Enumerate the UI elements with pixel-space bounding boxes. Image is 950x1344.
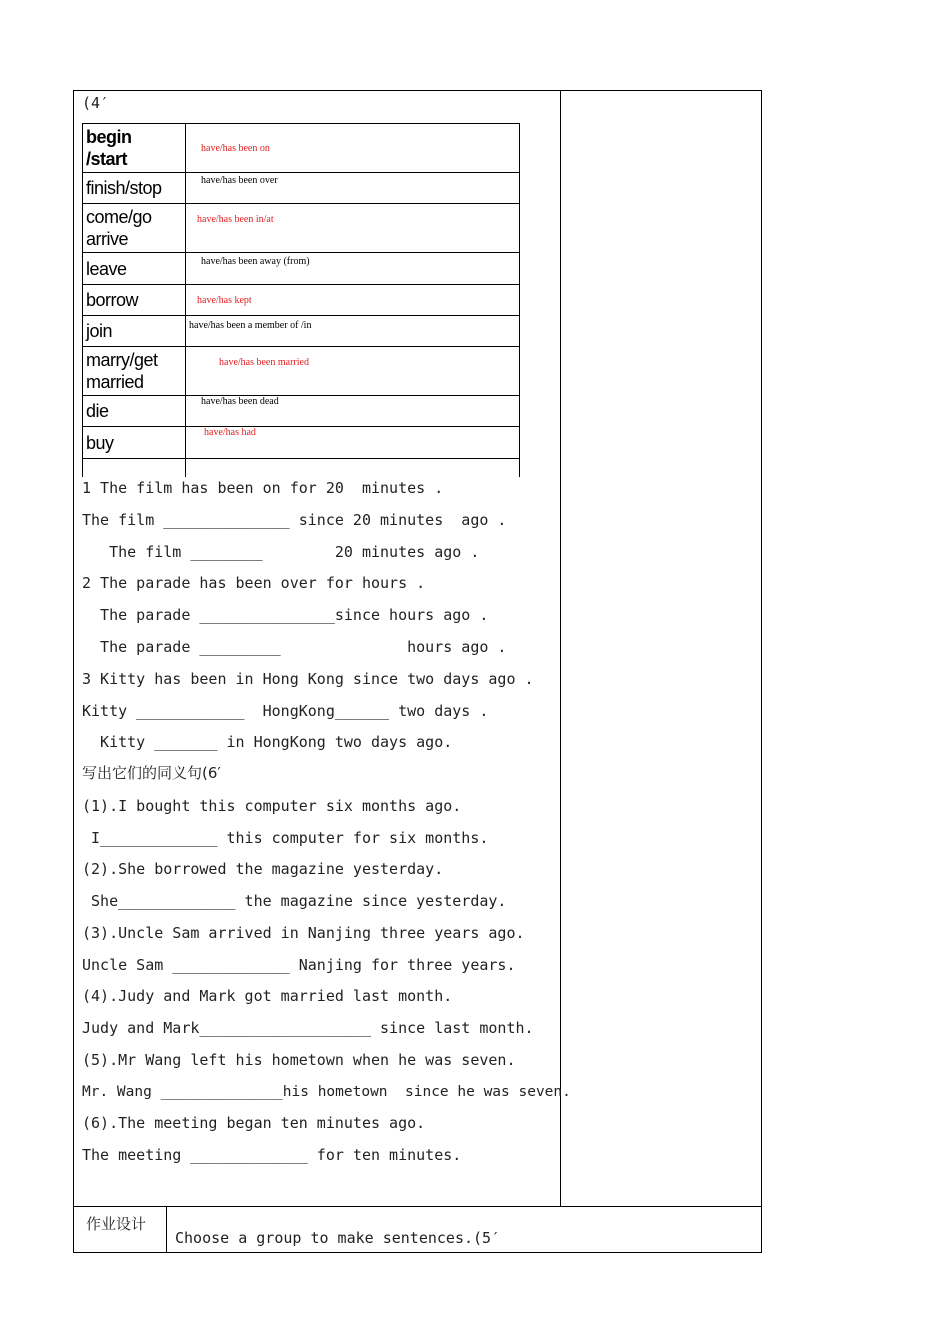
exercise-line: Mr. Wang ______________his hometown since he was seven. — [82, 1084, 571, 1100]
verb-cell: die — [83, 396, 186, 427]
section-heading: 写出它们的同义句(6′ — [82, 764, 221, 782]
phrase-cell: have/has been married — [186, 347, 520, 396]
section-marker: (4′ — [82, 94, 110, 112]
table-row — [83, 347, 520, 396]
exercise-line: 3 Kitty has been in Hong Kong since two days ago . — [82, 670, 534, 688]
exercise-line: Kitty _______ in HongKong two days ago. — [82, 733, 453, 751]
phrase-cell: have/has been over — [186, 173, 520, 204]
phrase-cell: have/has been in/at — [186, 204, 520, 253]
homework-label-divider — [166, 1206, 167, 1253]
verb-cell: join — [83, 316, 186, 347]
verb-cell: leave — [83, 253, 186, 285]
exercise-line: (2).She borrowed the magazine yesterday. — [82, 860, 444, 878]
exercise-line: I_____________ this computer for six months. — [82, 829, 489, 847]
table-row — [83, 396, 520, 427]
verb-cell: finish/stop — [83, 173, 186, 204]
column-divider — [560, 90, 561, 1206]
table-row — [83, 459, 520, 477]
verb-cell: begin /start — [83, 124, 186, 173]
table-row — [83, 253, 520, 285]
table-row — [83, 204, 520, 253]
phrase-cell: have/has had — [186, 427, 520, 459]
exercise-line: (5).Mr Wang left his hometown when he was seven. — [82, 1051, 516, 1069]
exercise-line: Kitty ____________ HongKong______ two days . — [82, 702, 489, 720]
exercise-line: She_____________ the magazine since yesterday. — [82, 892, 507, 910]
table-row — [83, 316, 520, 347]
exercise-line: The meeting _____________ for ten minutes. — [82, 1146, 462, 1164]
table-row — [83, 427, 520, 459]
exercise-line: (6).The meeting began ten minutes ago. — [82, 1114, 426, 1132]
phrase-cell: have/has been a member of /in — [186, 316, 520, 347]
exercise-line: The parade _______________since hours ago . — [82, 606, 489, 624]
verb-cell: come/go arrive — [83, 204, 186, 253]
phrase-cell: have/has been on — [186, 124, 520, 173]
exercise-line: 2 The parade has been over for hours . — [82, 574, 426, 592]
verb-cell — [83, 459, 186, 477]
exercise-line: The film ________ 20 minutes ago . — [82, 543, 480, 561]
table-row — [83, 173, 520, 204]
verb-cell: marry/get married — [83, 347, 186, 396]
exercise-line: Uncle Sam _____________ Nanjing for three years. — [82, 956, 516, 974]
phrase-cell: have/has been away (from) — [186, 253, 520, 285]
verb-cell: borrow — [83, 285, 186, 316]
phrase-cell: have/has been dead — [186, 396, 520, 427]
exercise-line: (1).I bought this computer six months ago. — [82, 797, 462, 815]
exercise-line: 1 The film has been on for 20 minutes . — [82, 479, 444, 497]
exercise-line: The parade _________ hours ago . — [82, 638, 507, 656]
exercise-line: The film ______________ since 20 minutes ago . — [82, 511, 507, 529]
table-row — [83, 285, 520, 316]
phrase-cell — [186, 459, 520, 477]
verb-cell: buy — [83, 427, 186, 459]
verb-phrase-table — [82, 123, 520, 477]
homework-label: 作业设计 — [86, 1215, 147, 1233]
homework-text: Choose a group to make sentences.(5′ — [175, 1229, 501, 1247]
exercise-line: Judy and Mark___________________ since last month. — [82, 1019, 534, 1037]
row-divider — [73, 1206, 762, 1207]
table-row — [83, 124, 520, 173]
exercise-line: (4).Judy and Mark got married last month. — [82, 987, 453, 1005]
phrase-cell: have/has kept — [186, 285, 520, 316]
exercise-line: (3).Uncle Sam arrived in Nanjing three years ago. — [82, 924, 525, 942]
